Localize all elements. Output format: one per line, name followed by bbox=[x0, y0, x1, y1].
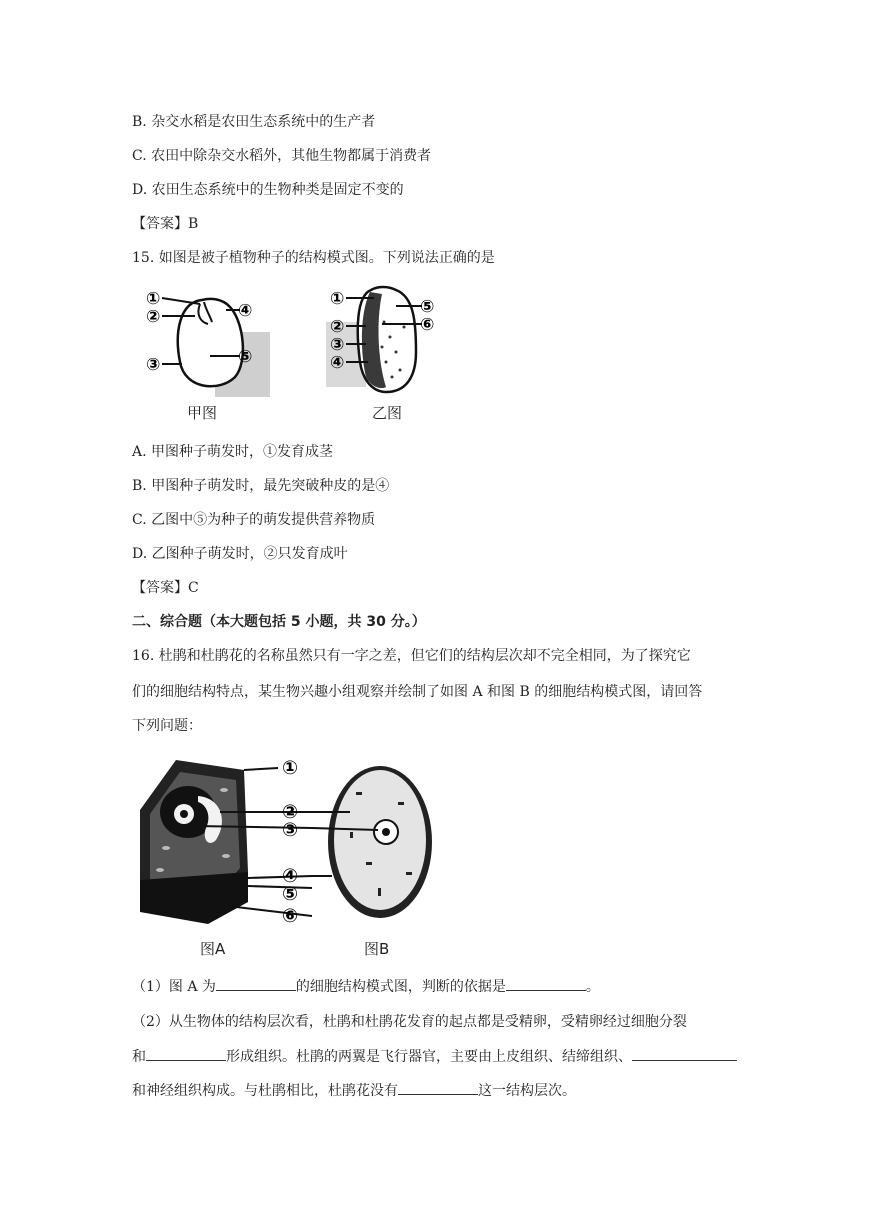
marker-5: ⑤ bbox=[282, 883, 299, 905]
q16-stem-line-1: 16. 杜鹃和杜鹃花的名称虽然只有一字之差，但它们的结构层次却不完全相同，为了探究它 bbox=[132, 648, 691, 664]
marker-2: ② bbox=[330, 317, 345, 337]
marker-3: ③ bbox=[146, 355, 161, 375]
marker-6: ⑥ bbox=[420, 315, 435, 335]
section-title: 二、综合题（本大题包括 5 小题，共 30 分。） bbox=[132, 614, 426, 630]
marker-6: ⑥ bbox=[282, 905, 299, 927]
q14-answer: 【答案】B bbox=[132, 216, 199, 232]
fig-b-label: 图B bbox=[364, 940, 390, 958]
marker-1: ① bbox=[146, 289, 161, 309]
q16-sub-1-text-a: （1）图 A 为 bbox=[132, 979, 216, 995]
q14-option-c: C. 农田中除杂交水稻外，其他生物都属于消费者 bbox=[132, 148, 432, 164]
q16-sub-1 bbox=[132, 976, 600, 997]
answer-blank[interactable] bbox=[398, 1080, 478, 1095]
q14-option-b: B. 杂交水稻是农田生态系统中的生产者 bbox=[132, 114, 376, 130]
marker-3: ③ bbox=[330, 335, 345, 355]
q16-sub-2-line-3 bbox=[132, 1080, 576, 1101]
fig-right-label: 乙图 bbox=[372, 404, 403, 422]
fig-left-label: 甲图 bbox=[187, 404, 218, 422]
q15-option-a: A. 甲图种子萌发时，①发育成茎 bbox=[132, 444, 334, 460]
marker-4: ④ bbox=[330, 353, 345, 373]
q15-option-b: B. 甲图种子萌发时，最先突破种皮的是④ bbox=[132, 478, 390, 494]
seed-figure-right bbox=[326, 282, 456, 402]
q16-stem-line-3: 下列问题： bbox=[132, 718, 202, 734]
answer-blank[interactable] bbox=[146, 1046, 226, 1061]
q16-sub-2-text-a: 和 bbox=[132, 1049, 146, 1065]
marker-4: ④ bbox=[238, 301, 253, 321]
marker-1: ① bbox=[330, 289, 345, 309]
q16-sub-2-text-c: 和神经组织构成。与杜鹃相比，杜鹃花没有 bbox=[132, 1083, 398, 1099]
cell-figure bbox=[136, 752, 456, 932]
marker-2: ② bbox=[146, 307, 161, 327]
q16-sub-2-line-2 bbox=[132, 1046, 737, 1067]
answer-blank[interactable] bbox=[216, 976, 296, 991]
q15-answer: 【答案】C bbox=[132, 580, 199, 596]
q16-stem-line-2: 们的细胞结构特点，某生物兴趣小组观察并绘制了如图 A 和图 B 的细胞结构模式图，请回答 bbox=[132, 684, 703, 700]
fig-a-label: 图A bbox=[200, 940, 226, 958]
q16-sub-1-text-b: 的细胞结构模式图，判断的依据是 bbox=[295, 979, 506, 995]
q14-option-d: D. 农田生态系统中的生物种类是固定不变的 bbox=[132, 182, 404, 198]
marker-3: ③ bbox=[282, 819, 299, 841]
answer-blank[interactable] bbox=[506, 976, 586, 991]
marker-5: ⑤ bbox=[238, 347, 253, 367]
q16-sub-2-text-d: 这一结构层次。 bbox=[478, 1083, 576, 1099]
q16-sub-2-text-b: 形成组织。杜鹃的两翼是飞行器官，主要由上皮组织、结缔组织、 bbox=[226, 1049, 632, 1065]
q15-option-c: C. 乙图中⑤为种子的萌发提供营养物质 bbox=[132, 512, 376, 528]
marker-2: ② bbox=[282, 801, 299, 823]
answer-blank[interactable] bbox=[632, 1046, 737, 1061]
marker-1: ① bbox=[282, 757, 299, 779]
marker-5: ⑤ bbox=[420, 297, 435, 317]
q16-sub-2-line-1: （2）从生物体的结构层次看，杜鹃和杜鹃花发育的起点都是受精卵，受精卵经过细胞分裂 bbox=[132, 1014, 687, 1030]
marker-4: ④ bbox=[282, 865, 299, 887]
q15-stem: 15. 如图是被子植物种子的结构模式图。下列说法正确的是 bbox=[132, 250, 495, 266]
q15-option-d: D. 乙图种子萌发时，②只发育成叶 bbox=[132, 546, 348, 562]
seed-figure-left bbox=[140, 282, 270, 402]
q16-sub-1-text-c: 。 bbox=[585, 979, 600, 995]
